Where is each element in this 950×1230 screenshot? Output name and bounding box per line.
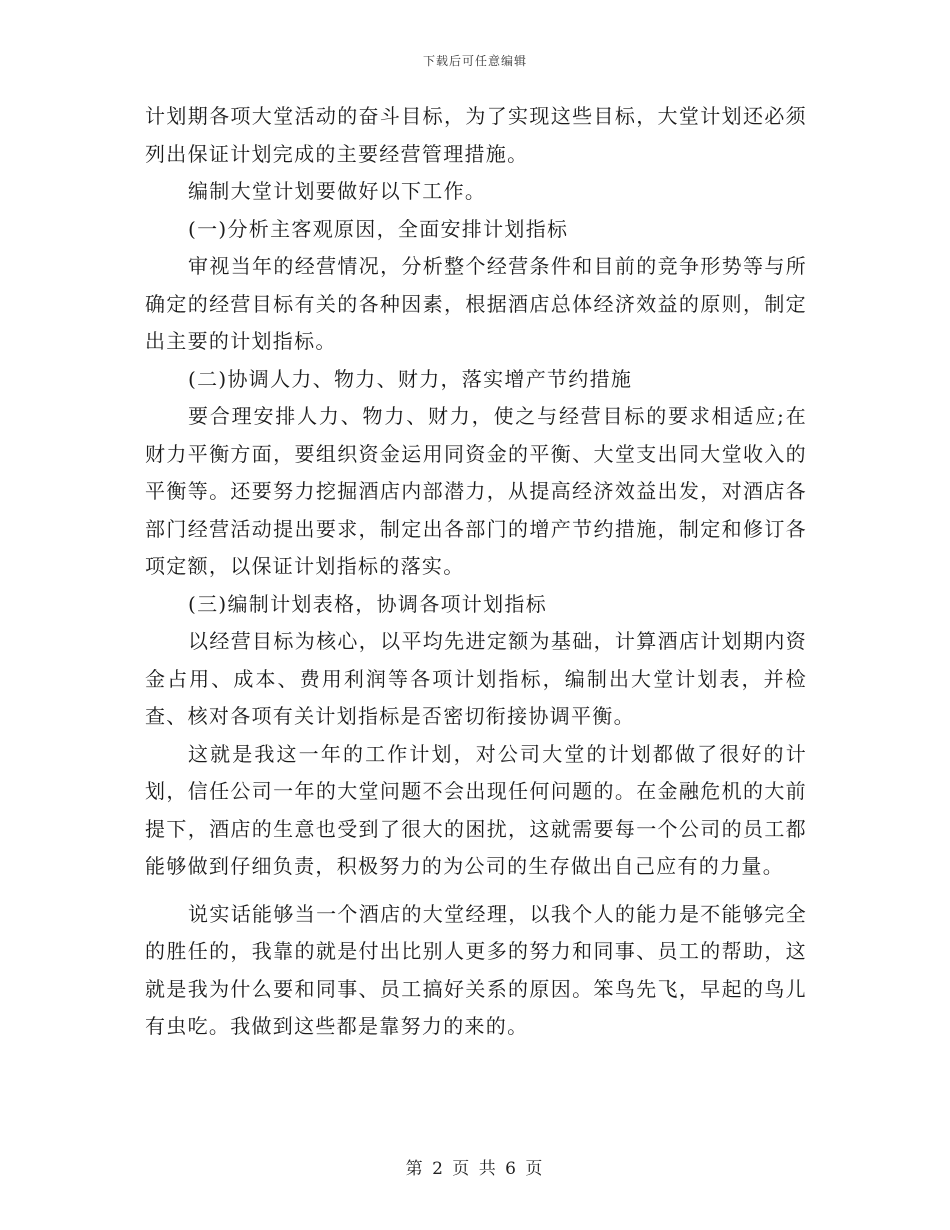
paragraph: 要合理安排人力、物力、财力，使之与经营目标的要求相适应;在财力平衡方面，要组织资金运用同资金的平衡、大堂支出同大堂收入的平衡等。还要努力挖掘酒店内部潜力，从提高经济效益出发，对酒店各部门经营活动提出要求，制定出各部门的增产节约措施，制定和修订各项定额，以保证计划指标的落实。 <box>145 404 807 578</box>
page-number: 第 2 页 共 6 页 <box>405 1159 545 1179</box>
section-heading: (二)协调人力、物力、财力，落实增产节约措施 <box>188 366 633 391</box>
page-header: 下载后可任意编辑 <box>422 54 527 68</box>
paragraph: 编制大堂计划要做好以下工作。 <box>188 179 487 203</box>
paragraph: 审视当年的经营情况，分析整个经营条件和目前的竞争形势等与所确定的经营目标有关的各种因素，根据酒店总体经济效益的原则，制定出主要的计划指标。 <box>145 254 807 353</box>
paragraph-continuation: 计划期各项大堂活动的奋斗目标，为了实现这些目标，大堂计划还必须列出保证计划完成的主要经营管理措施。 <box>145 104 807 166</box>
section-heading: (三)编制计划表格，协调各项计划指标 <box>188 591 548 616</box>
paragraph: 这就是我这一年的工作计划，对公司大堂的计划都做了很好的计划，信任公司一年的大堂问题不会出现任何问题的。在金融危机的大前提下，酒店的生意也受到了很大的困扰，这就需要每一个公司的员工都能够做到仔细负责，积极努力的为公司的生存做出自己应有的力量。 <box>145 741 807 878</box>
paragraph: 说实话能够当一个酒店的大堂经理，以我个人的能力是不能够完全的胜任的，我靠的就是付出比别人更多的努力和同事、员工的帮助，这就是我为什么要和同事、员工搞好关系的原因。笨鸟先飞，早起的鸟儿有虫吃。我做到这些都是靠努力的来的。 <box>145 901 807 1038</box>
document-body <box>145 98 807 1046</box>
section-heading: (一)分析主客观原因，全面安排计划指标 <box>188 216 569 241</box>
paragraph: 以经营目标为核心，以平均先进定额为基础，计算酒店计划期内资金占用、成本、费用利润等各项计划指标，编制出大堂计划表，并检查、核对各项有关计划指标是否密切衔接协调平衡。 <box>145 629 807 728</box>
